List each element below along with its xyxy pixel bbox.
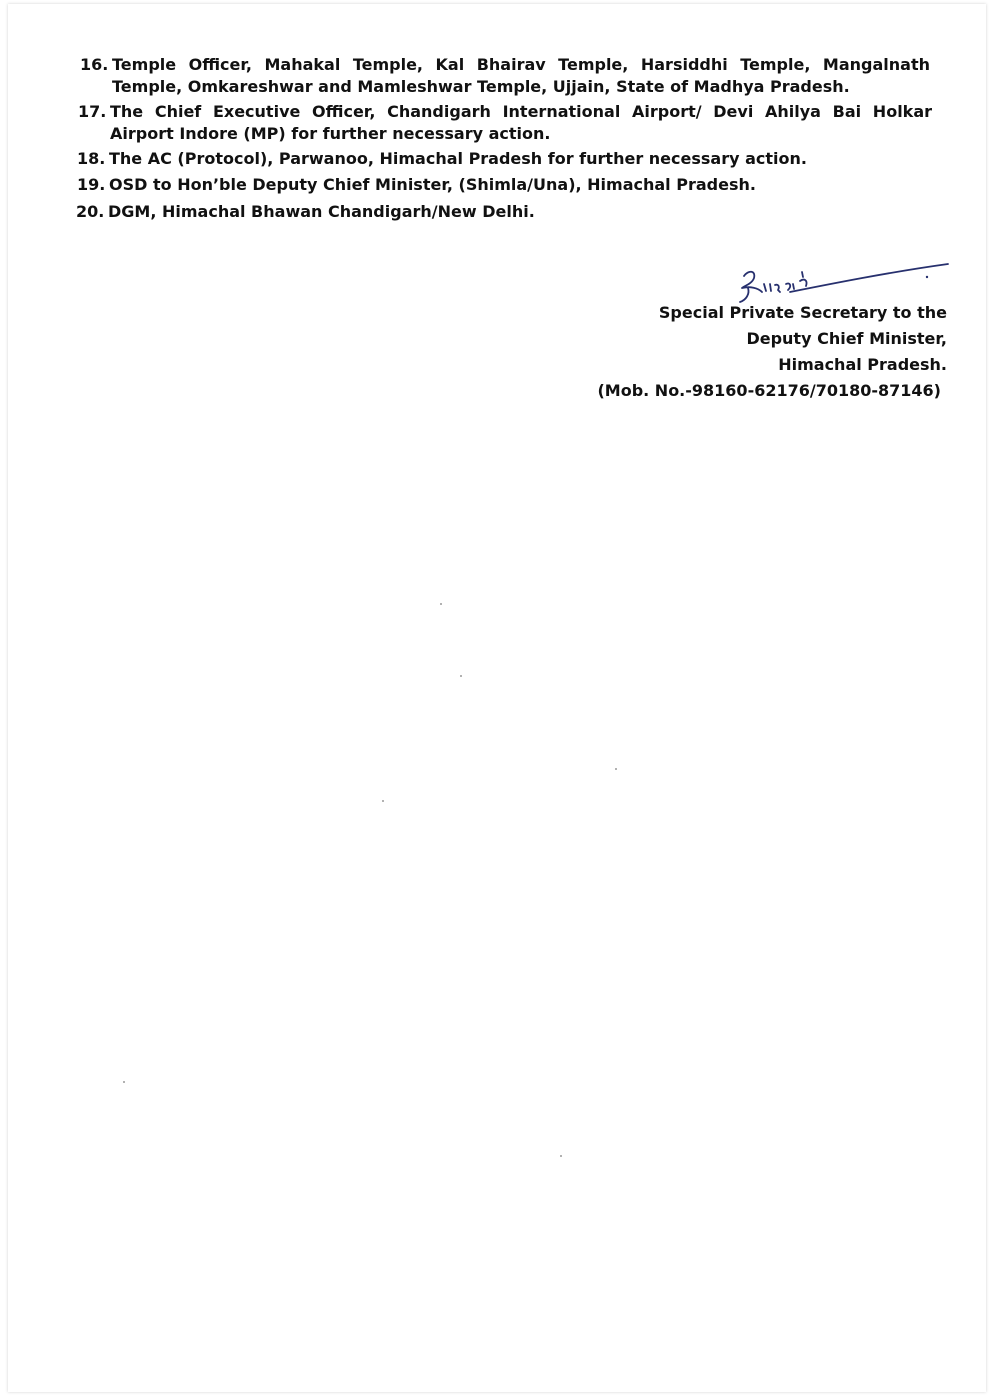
list-item-number: 16. <box>80 55 109 74</box>
list-item-number: 18. <box>77 149 106 168</box>
signatory-state: Himachal Pradesh. <box>778 355 947 374</box>
list-item-text: Temple, Omkareshwar and Mamleshwar Temple, Ujjain, State of Madhya Pradesh. <box>112 77 850 96</box>
scan-speck <box>440 603 442 605</box>
list-item-19 <box>77 174 937 196</box>
signatory-contact: (Mob. No.-98160-62176/70180-87146) <box>597 381 941 400</box>
list-item-text: The Chief Executive Officer, Chandigarh International Airport/ Devi Ahilya Bai Holkar <box>110 102 932 121</box>
list-item-text: Airport Indore (MP) for further necessary action. <box>110 124 551 143</box>
list-item-16 <box>80 54 930 98</box>
signatory-office: Deputy Chief Minister, <box>746 329 947 348</box>
list-item-18 <box>77 148 937 170</box>
list-item-text: OSD to Hon’ble Deputy Chief Minister, (Shimla/Una), Himachal Pradesh. <box>109 175 756 194</box>
signatory-designation: Special Private Secretary to the <box>658 303 947 322</box>
list-item-text: DGM, Himachal Bhawan Chandigarh/New Delhi. <box>108 202 535 221</box>
list-item-number: 17. <box>78 102 107 121</box>
scan-speck <box>460 675 462 677</box>
list-item-text: The AC (Protocol), Parwanoo, Himachal Pradesh for further necessary action. <box>109 149 807 168</box>
list-item-number: 19. <box>77 175 106 194</box>
list-item-number: 20. <box>76 202 105 221</box>
list-item-20 <box>76 201 936 223</box>
scan-speck <box>560 1155 562 1157</box>
list-item-17 <box>78 101 932 145</box>
signatory-block <box>597 300 947 404</box>
scan-speck <box>382 800 384 802</box>
list-item-text: Temple Officer, Mahakal Temple, Kal Bhairav Temple, Harsiddhi Temple, Mangalnath <box>112 55 930 74</box>
scan-speck <box>123 1081 125 1083</box>
scan-speck <box>615 768 617 770</box>
